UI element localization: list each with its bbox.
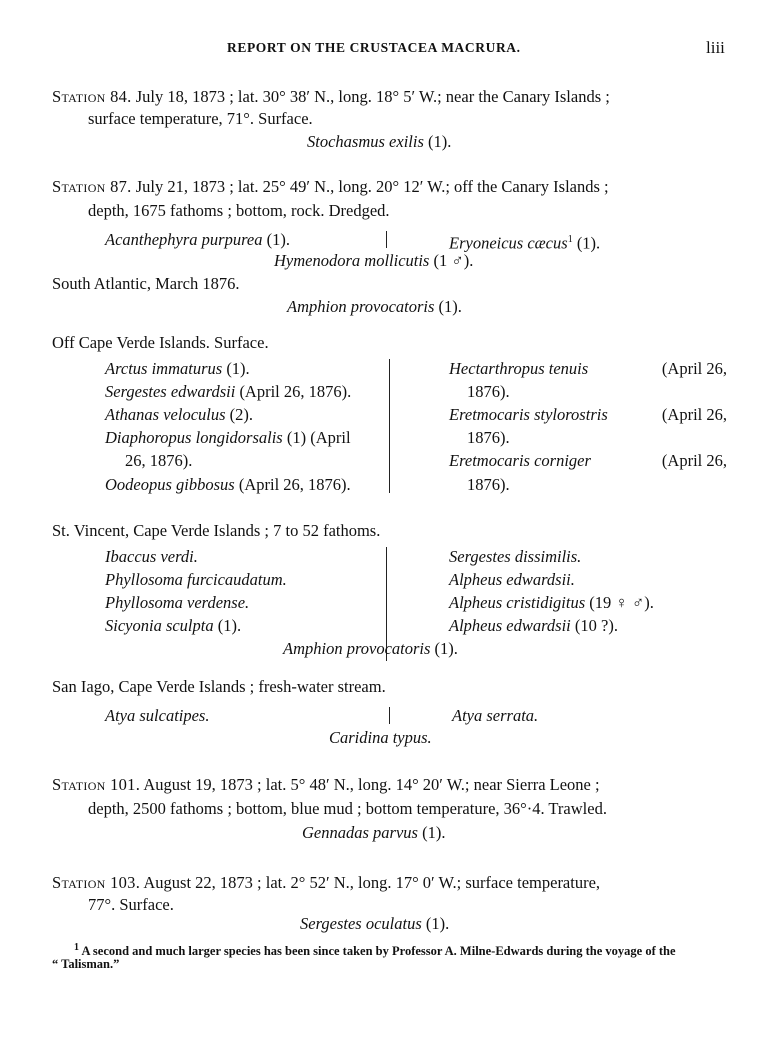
station-87-details: July 21, 1873 ; lat. 25° 49′ N., long. 20° 12′ W.; off the Canary Islands ; bbox=[135, 177, 609, 196]
species-count: (10 ?). bbox=[574, 616, 618, 635]
station-103-species bbox=[300, 913, 449, 935]
station-103-details: August 22, 1873 ; lat. 2° 52′ N., long. 17° 0′ W.; surface temperature, bbox=[143, 873, 601, 892]
station-84-line2: surface temperature, 71°. Surface. bbox=[88, 109, 313, 128]
cape-verde-left-6 bbox=[105, 474, 351, 496]
st-vincent-right-4 bbox=[449, 615, 618, 637]
san-iago-right-species bbox=[452, 705, 538, 727]
species-count: (1). bbox=[434, 639, 458, 658]
species-note: (April 26, bbox=[661, 359, 727, 378]
species-name: Eryoneicus cæcus bbox=[449, 233, 568, 253]
st-vincent-left-4 bbox=[105, 615, 241, 637]
footnote-line1 bbox=[74, 939, 676, 960]
cape-verde-left-4 bbox=[105, 427, 351, 449]
station-103-line2: 77°. Surface. bbox=[88, 895, 174, 914]
cape-verde-left-2 bbox=[105, 381, 351, 403]
running-header: REPORT ON THE CRUSTACEA MACRURA. bbox=[227, 40, 521, 55]
species-name: Stochasmus exilis bbox=[307, 132, 424, 151]
st-vincent-heading: St. Vincent, Cape Verde Islands ; 7 to 52 fathoms. bbox=[52, 521, 381, 540]
station-101-species bbox=[302, 822, 445, 844]
cape-verde-left-3 bbox=[105, 404, 253, 426]
cape-verde-right-2: 1876). bbox=[467, 382, 510, 401]
species-name: Alpheus edwardsii bbox=[449, 616, 571, 635]
column-divider bbox=[389, 359, 390, 493]
species-note: (1). bbox=[226, 359, 250, 378]
column-divider bbox=[386, 231, 387, 248]
station-84-label: Station 84. bbox=[52, 87, 132, 106]
station-101-line1 bbox=[52, 774, 600, 796]
station-84-species bbox=[307, 131, 451, 153]
species-name: Sicyonia sculpta bbox=[105, 616, 214, 635]
cape-verde-right-4: 1876). bbox=[467, 428, 510, 447]
footnote-ref: 1 bbox=[567, 234, 573, 245]
species-name: Gennadas parvus bbox=[302, 823, 418, 842]
station-103-line1 bbox=[52, 872, 600, 894]
species-name: Eretmocaris corniger bbox=[449, 451, 591, 470]
species-count: (1). bbox=[217, 616, 242, 635]
station-103-label: Station 103. bbox=[52, 873, 141, 892]
station-87-left-species bbox=[105, 229, 290, 251]
species-name: Atya serrata. bbox=[452, 706, 539, 725]
station-101-details: August 19, 1873 ; lat. 5° 48′ N., long. 14° 20′ W.; near Sierra Leone ; bbox=[143, 775, 600, 794]
species-name: Acanthephyra purpurea bbox=[105, 230, 263, 249]
st-vincent-left-3 bbox=[105, 592, 249, 614]
station-84-line1 bbox=[52, 86, 610, 108]
page-number: liii bbox=[706, 38, 725, 57]
st-vincent-left-1 bbox=[105, 546, 198, 568]
species-note: (April 26, 1876). bbox=[239, 382, 352, 401]
species-name: Athanas veloculus bbox=[105, 405, 226, 424]
station-87-line1 bbox=[52, 176, 609, 198]
species-count: (1). bbox=[428, 132, 452, 151]
cape-verde-right-3 bbox=[449, 404, 727, 426]
st-vincent-right-3 bbox=[449, 592, 654, 614]
species-note: (April 26, 1876). bbox=[238, 475, 351, 494]
station-87-center-species bbox=[274, 250, 473, 272]
species-note: (2). bbox=[229, 405, 254, 424]
species-count: (1 ♂). bbox=[433, 251, 474, 270]
san-iago-center-species bbox=[329, 727, 432, 749]
san-iago-left-species bbox=[105, 705, 209, 727]
cape-verde-heading: Off Cape Verde Islands. Surface. bbox=[52, 333, 269, 352]
species-name: Ibaccus verdi. bbox=[105, 547, 198, 566]
footnote-marker: 1 bbox=[74, 942, 79, 953]
station-101-line2: depth, 2500 fathoms ; bottom, blue mud ; bottom temperature, 36°·4. Trawled. bbox=[88, 799, 607, 818]
cape-verde-right-6: 1876). bbox=[467, 475, 510, 494]
species-name: Eretmocaris stylorostris bbox=[449, 405, 608, 424]
species-note: (April 26, bbox=[661, 405, 727, 424]
south-atlantic-species bbox=[287, 296, 462, 318]
species-name: Phyllosoma furcicaudatum. bbox=[105, 570, 287, 589]
station-84-details: July 18, 1873 ; lat. 30° 38′ N., long. 18° 5′ W.; near the Canary Islands ; bbox=[135, 87, 610, 106]
cape-verde-right-5 bbox=[449, 450, 727, 472]
station-87-line2: depth, 1675 fathoms ; bottom, rock. Dredged. bbox=[88, 201, 390, 220]
south-atlantic-heading: South Atlantic, March 1876. bbox=[52, 274, 240, 293]
species-name: Diaphoropus longidorsalis bbox=[105, 428, 283, 447]
species-count: (1). bbox=[438, 297, 462, 316]
species-count: (1). bbox=[425, 914, 450, 933]
station-101-label: Station 101. bbox=[52, 775, 141, 794]
st-vincent-left-2 bbox=[105, 569, 287, 591]
species-count: (1). bbox=[576, 233, 601, 253]
species-name: Atya sulcatipes. bbox=[105, 706, 210, 725]
species-name: Oodeopus gibbosus bbox=[105, 475, 235, 494]
species-note: (1) (April bbox=[286, 428, 351, 447]
species-name: Amphion provocatoris bbox=[283, 639, 431, 658]
species-name: Arctus immaturus bbox=[105, 359, 223, 378]
column-divider bbox=[389, 707, 390, 724]
species-note: (April 26, bbox=[661, 451, 727, 470]
footnote-text: A second and much larger species has been since taken by Professor A. Milne-Edwards during the voyage of the bbox=[81, 944, 676, 959]
species-name: Phyllosoma verdense. bbox=[105, 593, 250, 612]
species-name: Sergestes edwardsii bbox=[105, 382, 236, 401]
st-vincent-right-1 bbox=[449, 546, 581, 568]
species-count: (19 ♀ ♂). bbox=[589, 593, 654, 612]
species-name: Alpheus cristidigitus bbox=[449, 593, 586, 612]
san-iago-heading: San Iago, Cape Verde Islands ; fresh-water stream. bbox=[52, 677, 386, 696]
cape-verde-left-5: 26, 1876). bbox=[125, 451, 193, 470]
species-name: Caridina typus. bbox=[329, 728, 432, 747]
species-count: (1). bbox=[422, 823, 446, 842]
species-name: Sergestes dissimilis. bbox=[449, 547, 582, 566]
species-name: Sergestes oculatus bbox=[300, 914, 422, 933]
species-name: Hymenodora mollicutis bbox=[274, 251, 430, 270]
footnote-line2: “ Talisman.” bbox=[52, 957, 120, 971]
species-count: (1). bbox=[266, 230, 290, 249]
species-name: Amphion provocatoris bbox=[287, 297, 435, 316]
station-87-label: Station 87. bbox=[52, 177, 132, 196]
cape-verde-left-1 bbox=[105, 358, 250, 380]
st-vincent-right-2 bbox=[449, 569, 575, 591]
st-vincent-center-species bbox=[283, 638, 458, 660]
species-name: Alpheus edwardsii. bbox=[449, 570, 575, 589]
species-name: Hectarthropus tenuis bbox=[449, 359, 589, 378]
cape-verde-right-1 bbox=[449, 358, 727, 380]
